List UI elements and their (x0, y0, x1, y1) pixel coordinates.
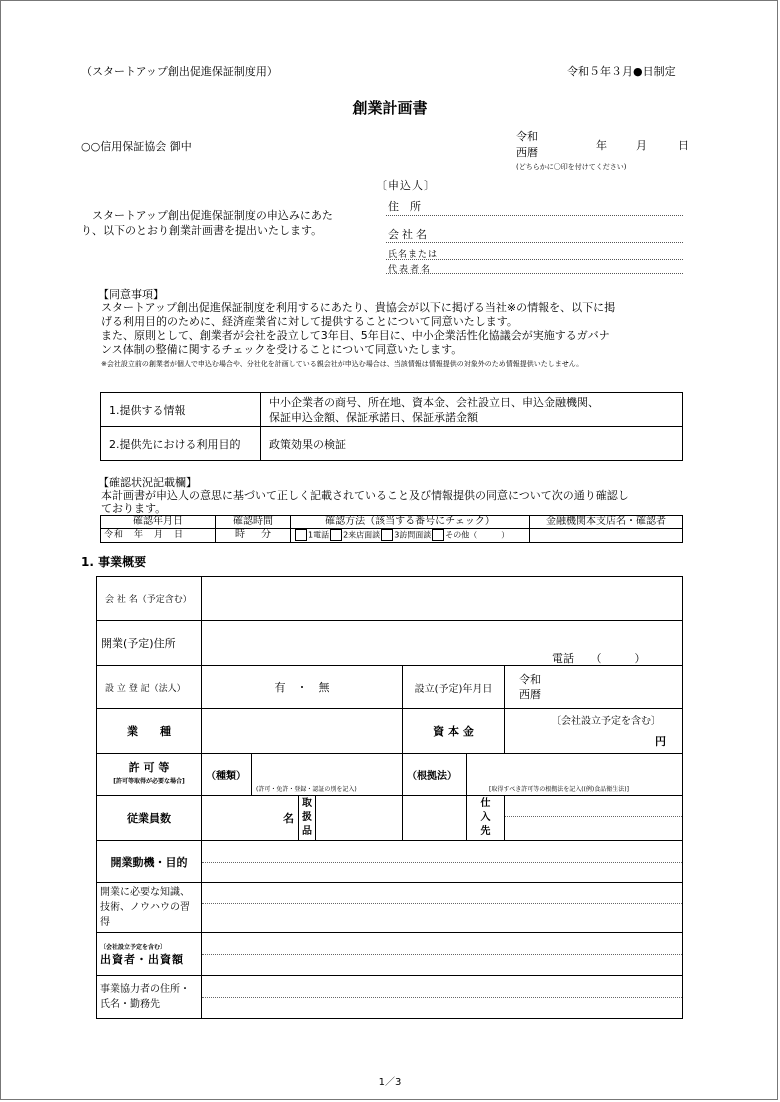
confirm-time-cell[interactable] (216, 529, 291, 543)
permit-kind-field[interactable] (252, 754, 403, 796)
confirm-col-date: 確認年月日 (101, 516, 216, 529)
investors-label-cell (97, 933, 202, 976)
date-day: 日 (678, 139, 689, 152)
est-date-label: 設立(予定)年月日 (403, 666, 505, 709)
industry-label: 業 種 (97, 709, 202, 754)
method-3-checkbox[interactable] (381, 529, 393, 541)
employees-label: 従業員数 (97, 796, 202, 841)
enactment-date: 令和５年３月●日制定 (567, 65, 676, 78)
hour-label: 時 (235, 529, 246, 541)
address-line (386, 215, 683, 216)
applicant-company-label: 会社名 (388, 228, 430, 241)
method-1-label: 1電話 (308, 530, 330, 540)
company-name-field[interactable] (202, 577, 683, 621)
employees-field[interactable] (202, 796, 299, 841)
skills-line (202, 883, 682, 904)
yen-label: 円 (655, 735, 666, 748)
consent-row-purpose (101, 427, 683, 461)
consent-row-value: 政策効果の検証 (261, 427, 683, 461)
phone-label: 電話 （ ） (552, 652, 646, 665)
investors-note: 〔会社設立予定を含む〕 (100, 943, 167, 951)
applicant-address-label: 住 所 (388, 200, 421, 213)
applicant-name-label-2: 代表者名 (388, 265, 433, 275)
method-2-label: 2来店面談 (343, 530, 381, 540)
confirm-bank-cell[interactable] (530, 529, 683, 543)
consent-row-label: 1.提供する情報 (101, 393, 261, 427)
capital-field[interactable] (505, 709, 683, 754)
consent-table (100, 392, 683, 461)
method-3-label: 3訪問面談 (394, 530, 432, 540)
opening-address-field[interactable] (202, 621, 683, 666)
motive-line (202, 841, 682, 863)
permit-label-cell (97, 754, 202, 796)
investors-line (202, 933, 682, 955)
consent-paragraph-2: また、原則として、創業者が会社を設立して3年目、5年目に、中小企業活性化協議会が実施するガバナンス体制の整備に関するチェックを受けることについて同意いたします。 (101, 329, 610, 356)
registration-yes-no[interactable]: 有 ・ 無 (202, 666, 403, 709)
confirm-col-time: 確認時間 (216, 516, 291, 529)
permit-kind-label: （種類） (202, 754, 252, 796)
business-overview-table (96, 576, 683, 1019)
date-era-seireki: 西暦 (516, 146, 538, 159)
company-name-label: 会 社 名（予定含む） (97, 577, 202, 621)
persons-unit: 名 (283, 812, 294, 825)
addressee: ○○信用保証協会 御中 (81, 140, 192, 153)
permit-kind-note: (許可・免許・登録・認証の別を記入) (256, 786, 357, 793)
permit-basis-field[interactable] (467, 754, 683, 796)
capital-label: 資 本 金 (403, 709, 505, 754)
confirm-col-bank: 金融機関本支店名・確認者 (530, 516, 683, 529)
consent-row-label: 2.提供先における利用目的 (101, 427, 261, 461)
suppliers-line (505, 796, 682, 817)
consent-heading: 【同意事項】 (98, 288, 164, 301)
applicant-heading: 〔申込人〕 (376, 179, 436, 192)
motive-field[interactable] (202, 841, 683, 883)
products-field[interactable] (316, 796, 403, 841)
date-month: 月 (636, 139, 647, 152)
permit-basis-label: （根拠法） (403, 754, 467, 796)
confirm-method-cell (291, 529, 530, 543)
permit-label: 許 可 等 (128, 760, 170, 774)
consent-note: ※会社設立前の創業者が個人で申込む場合や、分社化を計画している親会社が申込む場合は、当該情報は情報提供の対象外のため情報提供いたしません。 (101, 360, 584, 368)
est-date-field[interactable] (505, 666, 683, 709)
method-other-label: その他（ ） (445, 530, 510, 540)
name-line-1 (386, 259, 683, 260)
consent-row-value: 中小企業者の商号、所在地、資本金、会社設立日、申込金融機関、 保証申込金額、保証承諾日、保証承諾金額 (261, 393, 683, 427)
investors-field[interactable] (202, 933, 683, 976)
confirm-table (100, 515, 683, 543)
suppliers-field[interactable] (505, 796, 683, 841)
products-label: 取 扱 品 (299, 796, 316, 841)
date-note: (どちらかに〇印を付けてください) (516, 163, 627, 171)
applicant-name-label-1: 氏名または (388, 250, 439, 260)
est-date-era-seireki: 西暦 (519, 688, 541, 701)
company-line (386, 242, 683, 243)
confirm-date-cell[interactable]: 令和 年 月 日 (101, 529, 216, 543)
minute-label: 分 (260, 529, 271, 541)
registration-label: 設 立 登 記（法人） (97, 666, 202, 709)
motive-label: 開業動機・目的 (97, 841, 202, 883)
capital-note: 〔会社設立予定を含む〕 (551, 716, 661, 727)
method-2-checkbox[interactable] (330, 529, 342, 541)
est-date-era-reiwa: 令和 (519, 673, 541, 686)
confirm-heading: 【確認状況記載欄】 (98, 476, 197, 489)
skills-label: 開業に必要な知識、技術、ノウハウの習得 (97, 883, 202, 933)
confirm-text: 本計画書が申込人の意思に基づいて正しく記載されていること及び情報提供の同意について次の通り確認しております。 (101, 489, 629, 515)
products-field-extra[interactable] (403, 796, 467, 841)
confirm-col-method: 確認方法（該当する番号にチェック） (291, 516, 530, 529)
cooperators-field[interactable] (202, 976, 683, 1019)
industry-field[interactable] (202, 709, 403, 754)
date-year: 年 (596, 139, 607, 152)
document-title: 創業計画書 (352, 99, 428, 117)
form-type-label: （スタートアップ創出促進保証制度用） (81, 65, 278, 78)
date-era-reiwa: 令和 (516, 130, 538, 143)
skills-field[interactable] (202, 883, 683, 933)
consent-row-info (101, 393, 683, 427)
investors-label: 出資者・出資額 (100, 952, 184, 966)
method-other-checkbox[interactable] (432, 529, 444, 541)
suppliers-label: 仕 入 先 (467, 796, 505, 841)
permit-note: [許可等取得が必要な場合] (113, 777, 185, 785)
method-1-checkbox[interactable] (295, 529, 307, 541)
page-number: 1／3 (378, 1077, 402, 1088)
cooperators-label: 事業協力者の住所・氏名・勤務先 (97, 976, 202, 1019)
consent-paragraph-1: スタートアップ創出促進保証制度を利用するにあたり、貴協会が以下に掲げる当社※の情報を、以下に掲げる利用目的のために、経済産業省に対して提供することについて同意いたします。 (101, 301, 616, 328)
opening-address-label: 開業(予定)住所 (97, 621, 202, 666)
permit-basis-note: [取得すべき許可等の根拠法を記入((例)食品衛生法)] (489, 786, 629, 793)
intro-text: スタートアップ創出促進保証制度の申込みにあたり、以下のとおり創業計画書を提出いたします。 (81, 209, 333, 237)
name-line-2 (386, 273, 683, 274)
section-1-title: 1. 事業概要 (81, 555, 147, 569)
cooperators-line (202, 976, 682, 998)
